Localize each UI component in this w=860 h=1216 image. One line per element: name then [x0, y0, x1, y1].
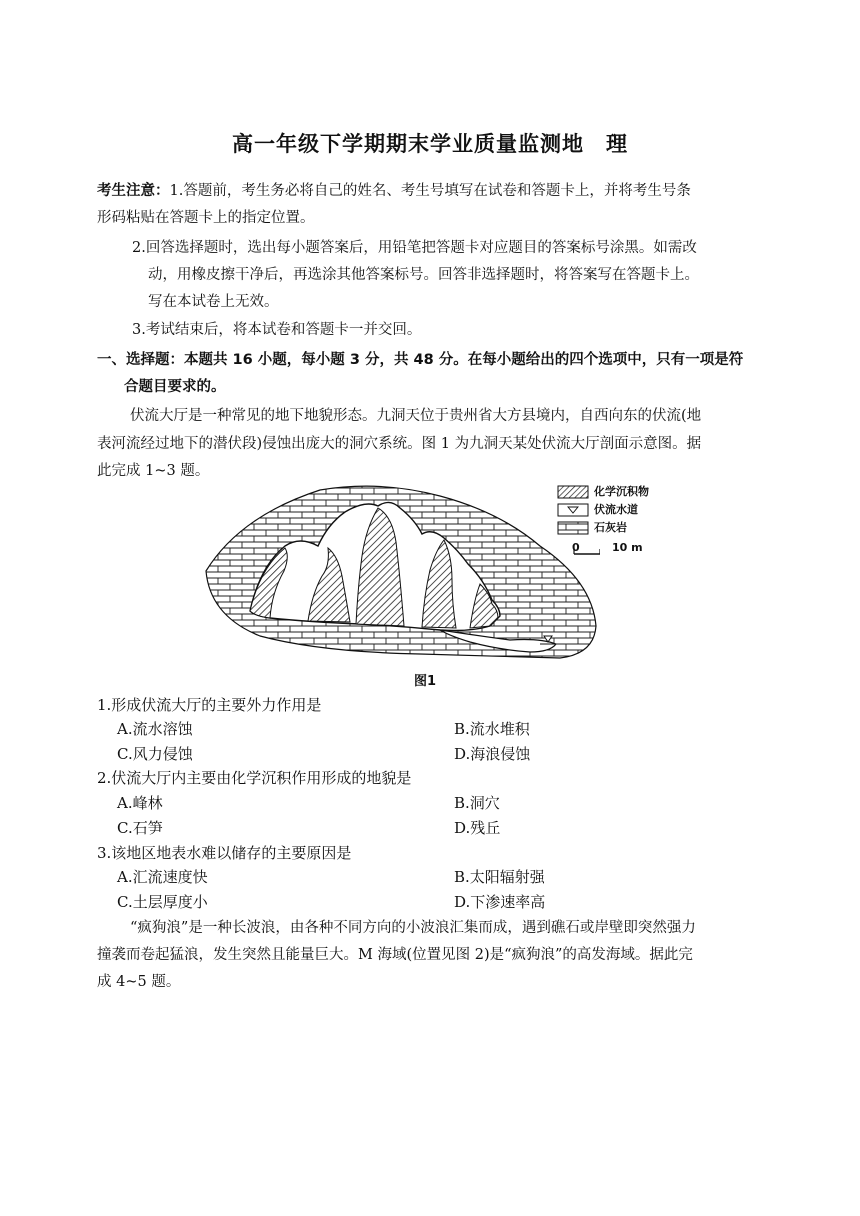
notice-item-2a: 2.回答选择题时，选出每小题答案后，用铅笔把答题卡对应题目的答案标号涂黑。如需改 — [132, 240, 697, 256]
scale-zero-label: 0 — [572, 541, 580, 554]
legend-swatch-deposit — [558, 486, 588, 498]
legend-swatch-limestone — [558, 522, 588, 534]
notice-item-3: 3.考试结束后，将本试卷和答题卡一并交回。 — [132, 322, 422, 338]
question-3-option-c[interactable]: C.土层厚度小 — [117, 893, 208, 911]
question-2-option-d[interactable]: D.残丘 — [454, 819, 501, 837]
figure-caption: 图1 — [414, 674, 437, 689]
notice-line-1 — [97, 181, 691, 201]
section-heading-a: 一、选择题：本题共 16 小题，每小题 3 分，共 48 分。在每小题给出的四个选项中，只有一项是符 — [97, 352, 744, 368]
question-2-option-a[interactable]: A.峰林 — [117, 794, 163, 812]
legend-label-deposit: 化学沉积物 — [594, 485, 649, 498]
question-2-option-c[interactable]: C.石笋 — [117, 819, 163, 837]
question-3-option-b[interactable]: B.太阳辐射强 — [454, 868, 545, 886]
passage2-line-b: 撞袭而卷起猛浪，发生突然且能量巨大。M 海域(位置见图 2)是“疯狗浪”的高发海域。据此完 — [97, 947, 693, 963]
question-1-option-d[interactable]: D.海浪侵蚀 — [454, 745, 531, 763]
question-3-stem: 3.该地区地表水难以储存的主要原因是 — [97, 844, 352, 862]
legend-label-limestone: 石灰岩 — [594, 521, 627, 534]
notice-item-1b: 形码粘贴在答题卡上的指定位置。 — [97, 210, 315, 226]
notice-item-2b: 动，用橡皮擦干净后，再选涂其他答案标号。回答非选择题时，将答案写在答题卡上。 — [148, 267, 699, 283]
question-2-stem: 2.伏流大厅内主要由化学沉积作用形成的地貌是 — [97, 769, 412, 787]
question-3-option-a[interactable]: A.汇流速度快 — [117, 868, 208, 886]
cave-cross-section-figure — [200, 476, 600, 696]
question-2-option-b[interactable]: B.洞穴 — [454, 794, 500, 812]
notice-label: 考生注意： — [97, 183, 170, 199]
passage2-line-a: “疯狗浪”是一种长波浪，由各种不同方向的小波浪汇集而成，遇到礁石或岸壁即突然强力 — [130, 920, 696, 936]
section-heading-b: 合题目要求的。 — [124, 379, 226, 395]
notice-item-2c: 写在本试卷上无效。 — [148, 294, 279, 310]
question-3-option-d[interactable]: D.下渗速率高 — [454, 893, 546, 911]
passage1-line-a: 伏流大厅是一种常见的地下地貌形态。九洞天位于贵州省大方县境内，自西向东的伏流(地 — [130, 408, 702, 424]
question-1-option-b[interactable]: B.流水堆积 — [454, 720, 530, 738]
legend-label-channel: 伏流水道 — [594, 503, 638, 516]
passage2-line-c: 成 4~5 题。 — [97, 974, 181, 990]
notice-item-1a: 1.答题前，考生务必将自己的姓名、考生号填写在试卷和答题卡上，并将考生号条 — [169, 183, 691, 199]
passage1-line-c: 此完成 1~3 题。 — [97, 463, 210, 479]
question-1-option-c[interactable]: C.风力侵蚀 — [117, 745, 193, 763]
scale-length-label: 10 m — [612, 541, 643, 554]
passage1-line-b: 表河流经过地下的潜伏段)侵蚀出庞大的洞穴系统。图 1 为九洞天某处伏流大厅剖面示意图。据 — [97, 436, 702, 452]
page-title: 高一年级下学期期末学业质量监测地 理 — [232, 132, 628, 156]
question-1-option-a[interactable]: A.流水溶蚀 — [117, 720, 193, 738]
question-1-stem: 1.形成伏流大厅的主要外力作用是 — [97, 696, 322, 714]
